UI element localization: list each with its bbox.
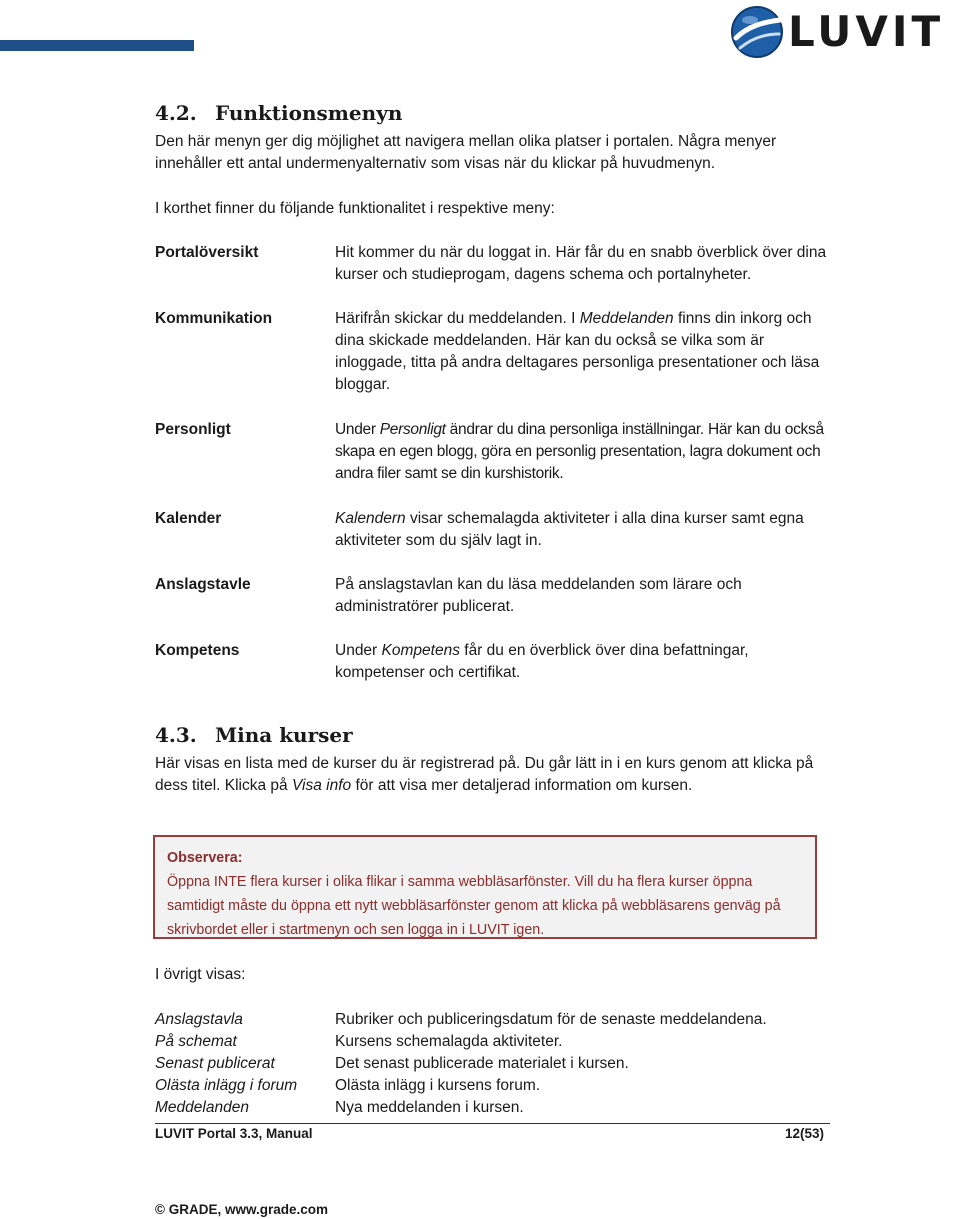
- logo-text: LUVIT: [788, 7, 945, 56]
- menu-desc: [335, 308, 835, 396]
- heading-number: 4.3.: [155, 723, 197, 747]
- section-4-3-intro: [155, 753, 835, 797]
- desc-emphasis: Kompetens: [381, 642, 460, 659]
- menu-desc: [335, 419, 835, 485]
- other-desc: Olästa inlägg i kursens forum.: [335, 1077, 541, 1094]
- menu-term: Portalöversikt: [155, 244, 259, 261]
- desc-text: får du en överblick över dina befattningar, kompetenser och certifikat.: [335, 642, 749, 681]
- footer-copyright: © GRADE, www.grade.com: [155, 1202, 328, 1217]
- other-term: På schemat: [155, 1033, 237, 1050]
- menu-term: Kompetens: [155, 642, 240, 659]
- other-desc: Det senast publicerade materialet i kursen.: [335, 1055, 629, 1072]
- intro-text: Här visas en lista med de kurser du är registrerad på. Du går lätt in i en kurs genom att klicka på dess titel. Klicka på: [155, 755, 814, 794]
- menu-desc: [335, 640, 835, 684]
- luvit-logo: [730, 4, 960, 60]
- desc-text: Under: [335, 421, 380, 438]
- other-lead: I övrigt visas:: [155, 966, 246, 983]
- menu-term: Kommunikation: [155, 310, 273, 327]
- heading-title: Mina kurser: [215, 723, 353, 747]
- other-row: [155, 1075, 835, 1097]
- other-row: [155, 1097, 835, 1119]
- section-4-2-intro: Den här menyn ger dig möjlighet att navigera mellan olika platser i portalen. Några menyer innehåller ett antal undermenyalternativ som visas när du klickar på huvudmenyn.: [155, 133, 777, 172]
- desc-text: ändrar du dina personliga inställningar. Här kan du också skapa en egen blogg, göra en personlig presentation, lagra dokument och andra filer samt se din kurshistorik.: [335, 421, 824, 482]
- heading-number: 4.2.: [155, 101, 197, 125]
- footer-divider: [155, 1123, 830, 1124]
- other-desc: Kursens schemalagda aktiviteter.: [335, 1033, 563, 1050]
- desc-emphasis: Personligt: [379, 421, 446, 438]
- header-accent-bar: [0, 40, 194, 51]
- desc-emphasis: Kalendern: [335, 510, 406, 527]
- desc-text: finns din inkorg och dina skickade meddelanden. Här kan du också se vilka som är inloggade, titta på andra deltagares personliga presentationer och läsa bloggar.: [335, 310, 820, 393]
- note-body: Öppna INTE flera kurser i olika flikar i samma webbläsarfönster. Vill du ha flera kurser öppna samtidigt måste du öppna ett nytt webbläsarfönster genom att klicka på webbläsarens genväg på skrivbordet eller i startmenyn och sen logga in i LUVIT igen.: [167, 874, 781, 938]
- other-term: Meddelanden: [155, 1099, 249, 1116]
- desc-text: visar schemalagda aktiviteter i alla dina kurser samt egna aktiviteter som du själv lagt in.: [335, 510, 804, 549]
- observera-note-box: [153, 835, 817, 939]
- section-4-2-lead: I korthet finner du följande funktionalitet i respektive meny:: [155, 200, 555, 217]
- other-row: [155, 1053, 835, 1075]
- luvit-globe-icon: [730, 4, 786, 60]
- other-desc: Nya meddelanden i kursen.: [335, 1099, 524, 1116]
- other-term: Olästa inlägg i forum: [155, 1077, 298, 1094]
- other-term: Senast publicerat: [155, 1055, 275, 1072]
- other-term: Anslagstavla: [155, 1011, 243, 1028]
- menu-desc: Hit kommer du när du loggat in. Här får du en snabb överblick över dina kurser och studieprogam, dagens schema och portalnyheter.: [335, 244, 827, 283]
- other-row: [155, 1009, 835, 1031]
- desc-emphasis: Meddelanden: [579, 310, 674, 327]
- desc-text: Härifrån skickar du meddelanden. I: [335, 310, 580, 327]
- desc-text: Under: [335, 642, 382, 659]
- footer-doc-title: LUVIT Portal 3.3, Manual: [155, 1126, 313, 1141]
- intro-text: för att visa mer detaljerad information om kursen.: [351, 777, 693, 794]
- heading-4-2: [155, 101, 402, 125]
- other-desc: Rubriker och publiceringsdatum för de senaste meddelandena.: [335, 1011, 767, 1028]
- menu-term: Anslagstavle: [155, 576, 251, 593]
- menu-term: Personligt: [155, 421, 231, 438]
- footer-page-number: 12(53): [785, 1126, 825, 1141]
- visa-info-emphasis: Visa info: [291, 777, 352, 794]
- menu-desc: [335, 508, 835, 552]
- heading-4-3: [155, 723, 353, 747]
- heading-title: Funktionsmenyn: [215, 101, 403, 125]
- menu-desc: På anslagstavlan kan du läsa meddelanden som lärare och administratörer publicerat.: [335, 576, 742, 615]
- other-row: [155, 1031, 835, 1053]
- note-title: Observera:: [167, 850, 243, 866]
- menu-term: Kalender: [155, 510, 222, 527]
